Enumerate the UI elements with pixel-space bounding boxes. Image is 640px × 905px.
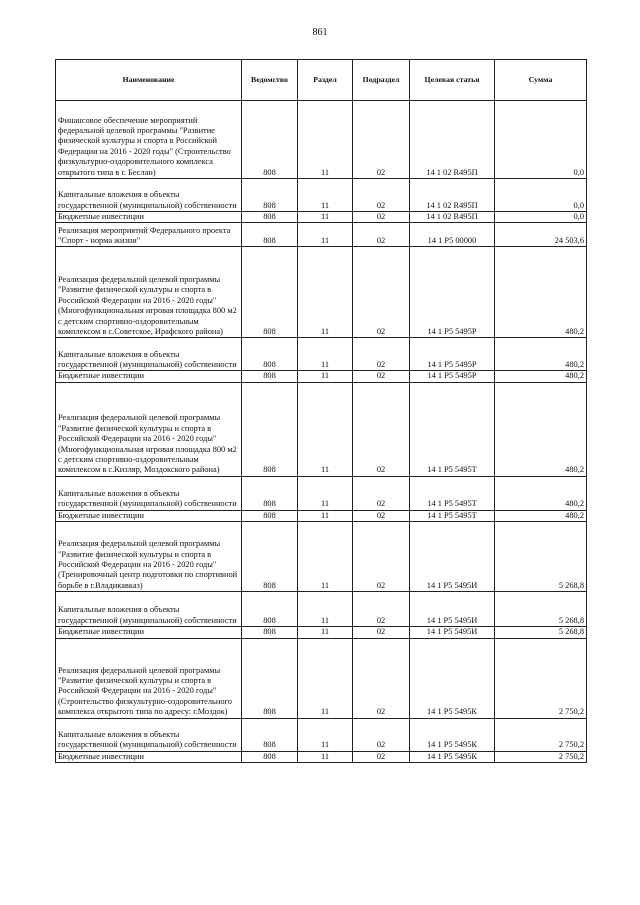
cell-name: Капитальные вложения в объекты государственной (муниципальной) собственности (56, 338, 242, 371)
cell-sum: 2 750,2 (495, 751, 587, 762)
cell-name: Капитальные вложения в объекты государственной (муниципальной) собственности (56, 718, 242, 751)
cell-sum: 24 503,6 (495, 223, 587, 247)
table-row (56, 627, 587, 638)
cell-target-article: 14 1 P5 5495К (410, 718, 495, 751)
cell-subsection: 02 (353, 592, 410, 627)
cell-department: 808 (242, 371, 298, 382)
cell-subsection: 02 (353, 212, 410, 223)
cell-target-article: 14 1 P5 5495T (410, 476, 495, 510)
cell-subsection: 02 (353, 247, 410, 338)
cell-section: 11 (298, 338, 353, 371)
budget-table (55, 59, 587, 763)
cell-name: Реализация мероприятий Федерального проекта "Спорт - норма жизни" (56, 223, 242, 247)
table-row (56, 101, 587, 179)
cell-department: 808 (242, 223, 298, 247)
cell-target-article: 14 1 P5 5495P (410, 371, 495, 382)
cell-name: Бюджетные инвестиции (56, 751, 242, 762)
cell-target-article: 14 1 P5 5495И (410, 592, 495, 627)
cell-department: 808 (242, 510, 298, 521)
cell-subsection: 02 (353, 476, 410, 510)
cell-target-article: 14 1 P5 5495P (410, 247, 495, 338)
table-row (56, 223, 587, 247)
cell-department: 808 (242, 101, 298, 179)
cell-section: 11 (298, 592, 353, 627)
cell-sum: 480,2 (495, 510, 587, 521)
cell-sum: 0,0 (495, 179, 587, 212)
cell-subsection: 02 (353, 627, 410, 638)
table-row (56, 179, 587, 212)
table-row (56, 371, 587, 382)
cell-sum: 480,2 (495, 338, 587, 371)
cell-department: 808 (242, 476, 298, 510)
cell-sum: 480,2 (495, 371, 587, 382)
cell-name: Бюджетные инвестиции (56, 371, 242, 382)
cell-sum: 2 750,2 (495, 638, 587, 718)
cell-subsection: 02 (353, 510, 410, 521)
cell-department: 808 (242, 247, 298, 338)
cell-target-article: 14 1 P5 5495T (410, 382, 495, 476)
cell-section: 11 (298, 371, 353, 382)
cell-target-article: 14 1 P5 5495К (410, 751, 495, 762)
cell-name: Реализация федеральной целевой программы "Развитие физической культуры и спорта в Российской Федерации на 2016 - 2020 годы"(Тренировочный центр подготовки по спортивной борьбе в г.Владикавказ) (56, 522, 242, 592)
cell-subsection: 02 (353, 179, 410, 212)
cell-sum: 2 750,2 (495, 718, 587, 751)
column-header-sum: Сумма (495, 60, 587, 101)
page-number: 861 (312, 27, 328, 38)
cell-section: 11 (298, 751, 353, 762)
cell-target-article: 14 1 P5 5495К (410, 638, 495, 718)
cell-department: 808 (242, 627, 298, 638)
table-row (56, 522, 587, 592)
cell-target-article: 14 1 02 R495П (410, 212, 495, 223)
table-row (56, 212, 587, 223)
table-header-row (56, 60, 587, 101)
column-header-department: Ведомство (242, 60, 298, 101)
cell-sum: 5 268,8 (495, 592, 587, 627)
column-header-subsection: Подраздел (353, 60, 410, 101)
cell-subsection: 02 (353, 638, 410, 718)
table-row (56, 338, 587, 371)
cell-sum: 480,2 (495, 247, 587, 338)
cell-sum: 5 268,8 (495, 522, 587, 592)
cell-name: Бюджетные инвестиции (56, 627, 242, 638)
cell-target-article: 14 1 02 R495П (410, 101, 495, 179)
column-header-name: Наименование (56, 60, 242, 101)
table-row (56, 718, 587, 751)
cell-sum: 480,2 (495, 382, 587, 476)
cell-target-article: 14 1 P5 5495P (410, 338, 495, 371)
cell-section: 11 (298, 476, 353, 510)
cell-sum: 0,0 (495, 212, 587, 223)
cell-target-article: 14 1 P5 5495T (410, 510, 495, 521)
table-row (56, 247, 587, 338)
cell-section: 11 (298, 627, 353, 638)
column-header-target-article: Целевая статья (410, 60, 495, 101)
cell-department: 808 (242, 718, 298, 751)
cell-section: 11 (298, 101, 353, 179)
cell-subsection: 02 (353, 371, 410, 382)
cell-target-article: 14 1 02 R495П (410, 179, 495, 212)
cell-name: Финансовое обеспечение мероприятий федеральной целевой программы "Развитие физической культуры и спорта в Российской Федерации на 2016 - 2020 годы" (Строительство физкультурно-оздоровительного комплекса открытого типа в г. Беслан) (56, 101, 242, 179)
cell-department: 808 (242, 592, 298, 627)
cell-department: 808 (242, 382, 298, 476)
table-row (56, 751, 587, 762)
cell-section: 11 (298, 212, 353, 223)
cell-subsection: 02 (353, 718, 410, 751)
cell-name: Реализация федеральной целевой программы "Развитие физической культуры и спорта в Российской Федерации на 2016 - 2020 годы"(Многофункциональная игровая площадка 800 м2 с детским спортивно-оздоровительным комплексом в с.Кизляр, Моздокского района) (56, 382, 242, 476)
cell-department: 808 (242, 179, 298, 212)
cell-section: 11 (298, 638, 353, 718)
cell-name: Бюджетные инвестиции (56, 212, 242, 223)
cell-name: Капитальные вложения в объекты государственной (муниципальной) собственности (56, 592, 242, 627)
cell-subsection: 02 (353, 751, 410, 762)
cell-section: 11 (298, 510, 353, 521)
table-row (56, 510, 587, 521)
cell-department: 808 (242, 751, 298, 762)
table-row (56, 382, 587, 476)
cell-section: 11 (298, 522, 353, 592)
cell-name: Капитальные вложения в объекты государственной (муниципальной) собственности (56, 179, 242, 212)
cell-section: 11 (298, 247, 353, 338)
cell-department: 808 (242, 212, 298, 223)
cell-name: Капитальные вложения в объекты государственной (муниципальной) собственности (56, 476, 242, 510)
table-row (56, 638, 587, 718)
cell-department: 808 (242, 638, 298, 718)
cell-department: 808 (242, 522, 298, 592)
cell-subsection: 02 (353, 382, 410, 476)
cell-target-article: 14 1 P5 5495И (410, 627, 495, 638)
cell-section: 11 (298, 223, 353, 247)
cell-target-article: 14 1 P5 00000 (410, 223, 495, 247)
cell-sum: 480,2 (495, 476, 587, 510)
cell-subsection: 02 (353, 223, 410, 247)
cell-target-article: 14 1 P5 5495И (410, 522, 495, 592)
table-row (56, 476, 587, 510)
cell-department: 808 (242, 338, 298, 371)
cell-name: Бюджетные инвестиции (56, 510, 242, 521)
cell-name: Реализация федеральной целевой программы "Развитие физической культуры и спорта в Российской Федерации на 2016 - 2020 годы" (Строительство физкультурно-оздоровительного комплекса открытого типа по адресу: г.Моздок) (56, 638, 242, 718)
cell-section: 11 (298, 382, 353, 476)
cell-subsection: 02 (353, 101, 410, 179)
cell-subsection: 02 (353, 522, 410, 592)
table-row (56, 592, 587, 627)
cell-name: Реализация федеральной целевой программы "Развитие физической культуры и спорта в Российской Федерации на 2016 - 2020 годы"(Многофункциональная игровая площадка 800 м2 с детским спортивно-оздоровительным комплексом в с.Советское, Ирафского района) (56, 247, 242, 338)
cell-sum: 0,0 (495, 101, 587, 179)
cell-subsection: 02 (353, 338, 410, 371)
cell-section: 11 (298, 179, 353, 212)
cell-section: 11 (298, 718, 353, 751)
column-header-section: Раздел (298, 60, 353, 101)
cell-sum: 5 268,8 (495, 627, 587, 638)
